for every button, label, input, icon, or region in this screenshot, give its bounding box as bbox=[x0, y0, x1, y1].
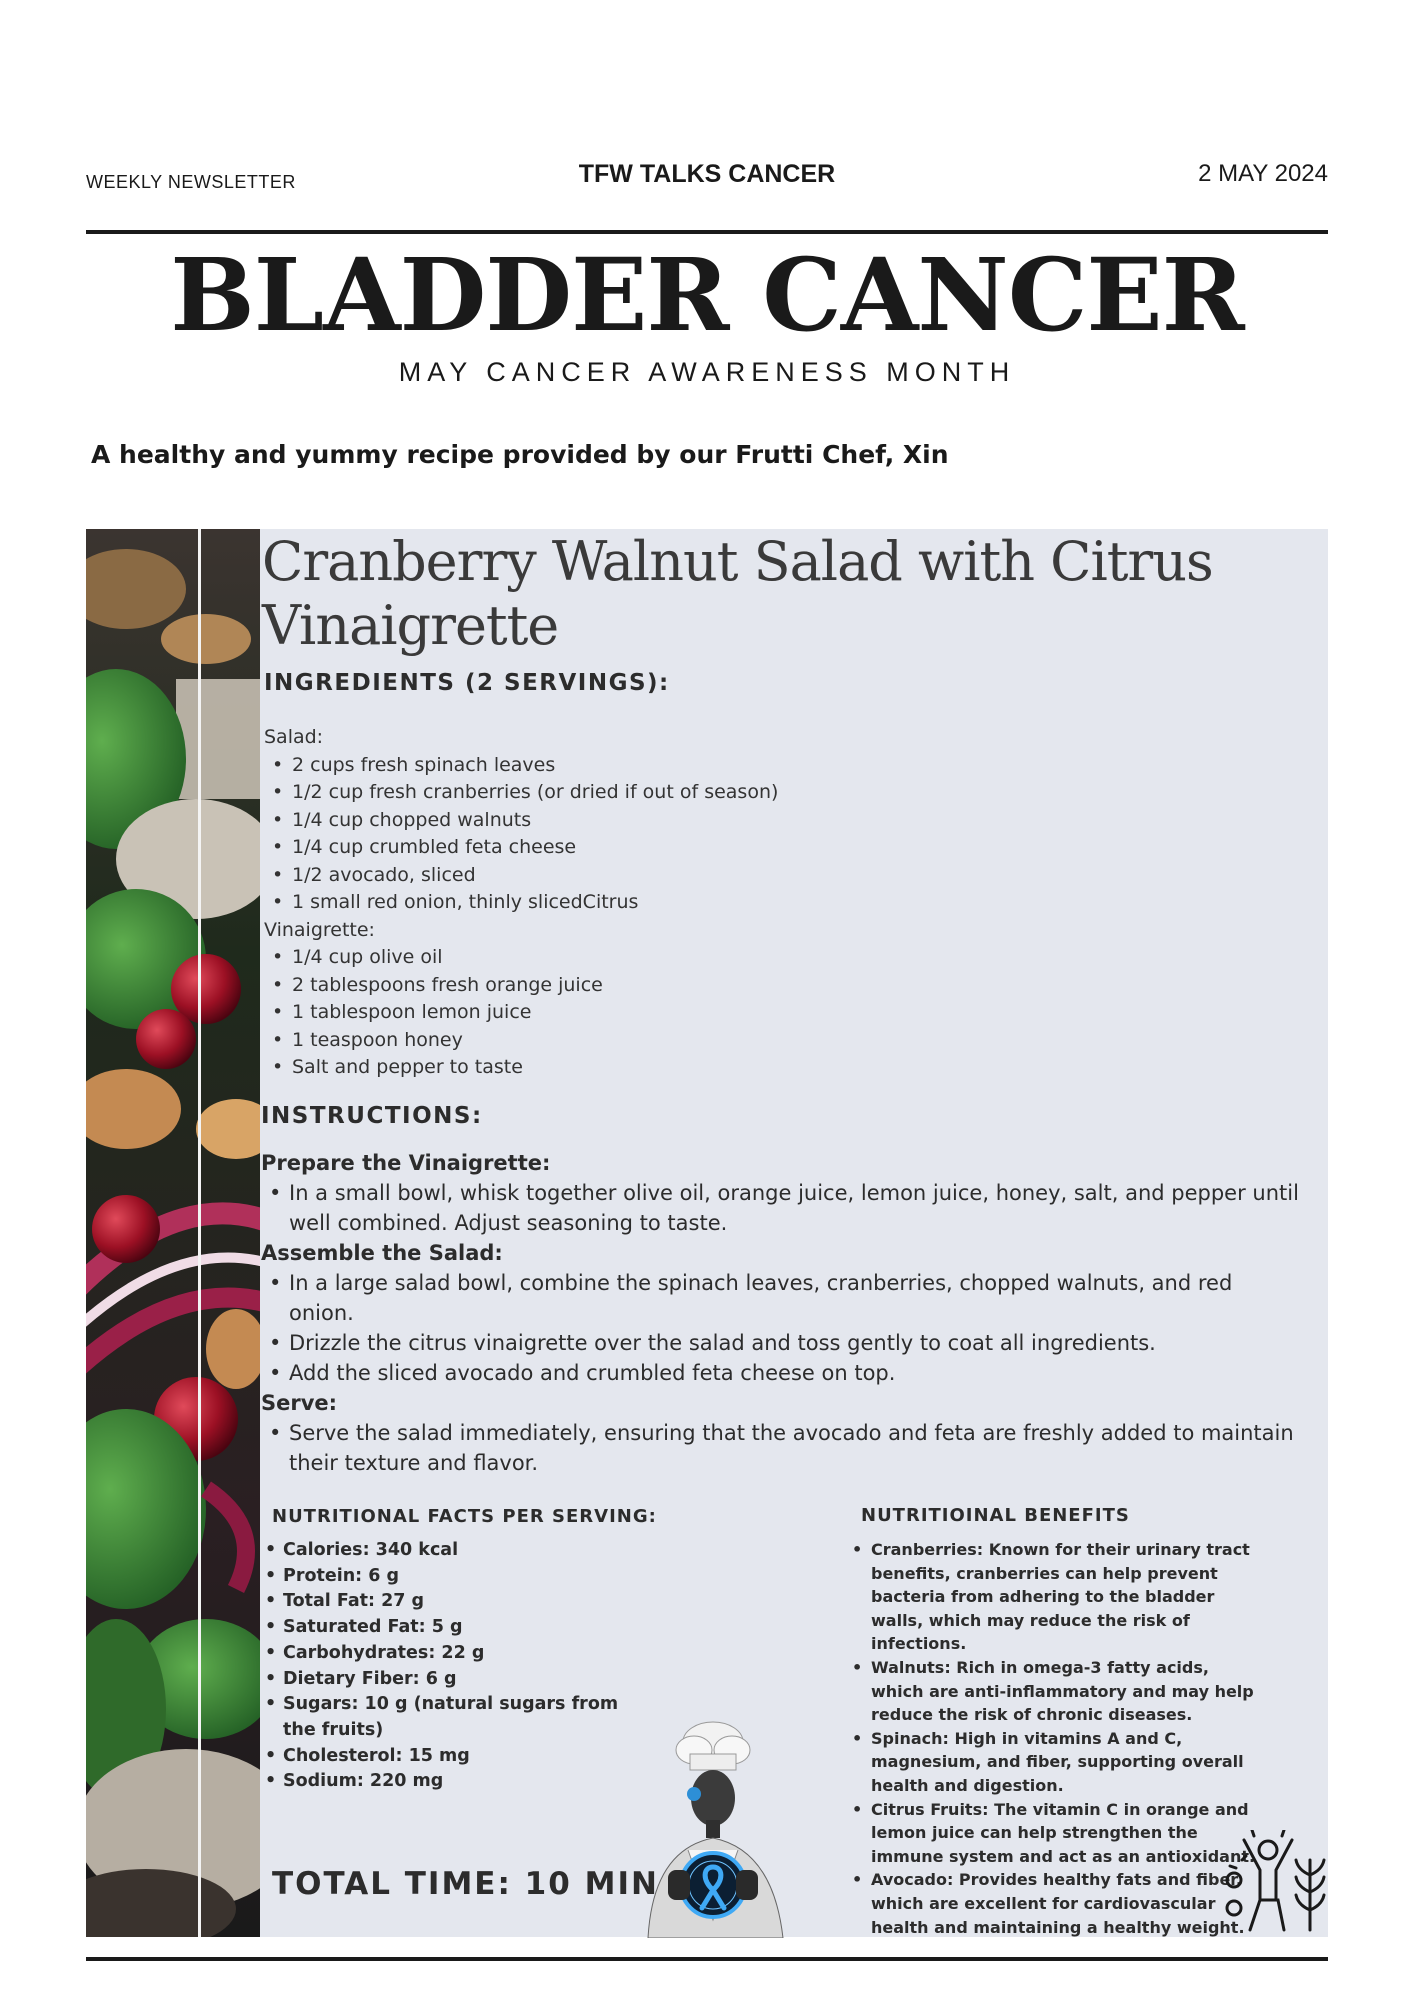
list-item: • Drizzle the citrus vinaigrette over the salad and toss gently to coat all ingredients. bbox=[261, 1328, 1301, 1358]
step-title: Serve: bbox=[261, 1391, 338, 1415]
chef-robot-icon bbox=[628, 1720, 813, 1938]
list-item: • Cranberries: Known for their urinary tract benefits, cranberries can help prevent bacteria from adhering to the bladder walls, which may reduce the risk of infections. bbox=[846, 1538, 1266, 1656]
step-items bbox=[261, 1178, 1301, 1238]
list-item: • Protein: 6 g bbox=[262, 1564, 662, 1590]
total-time: TOTAL TIME: 10 MIN bbox=[272, 1866, 659, 1902]
list-item: • Spinach: High in vitamins A and C, magnesium, and fiber, supporting overall health and digestion. bbox=[846, 1727, 1266, 1798]
ingredients-heading: INGREDIENTS (2 SERVINGS): bbox=[264, 670, 670, 696]
salad-photo bbox=[86, 529, 260, 1937]
instructions-heading: INSTRUCTIONS: bbox=[261, 1103, 483, 1129]
list-item: • Sodium: 220 mg bbox=[262, 1769, 662, 1795]
intro-line: A healthy and yummy recipe provided by our Frutti Chef, Xin bbox=[91, 440, 949, 469]
ingredients-list bbox=[264, 724, 964, 1082]
recipe-title-line-1: Cranberry Walnut Salad with Citrus bbox=[262, 530, 1213, 593]
instructions-body bbox=[261, 1148, 1301, 1478]
nutrition-benefits-list bbox=[846, 1538, 1266, 1939]
healthy-person-icon bbox=[1222, 1830, 1330, 1936]
step-title: Prepare the Vinaigrette: bbox=[261, 1151, 551, 1175]
list-item: • 1/4 cup chopped walnuts bbox=[264, 807, 964, 835]
list-item: • 2 cups fresh spinach leaves bbox=[264, 752, 964, 780]
list-item: • Carbohydrates: 22 g bbox=[262, 1641, 662, 1667]
issue-date: 2 MAY 2024 bbox=[1198, 160, 1328, 187]
salad-items bbox=[264, 752, 964, 917]
list-item: • Dietary Fiber: 6 g bbox=[262, 1667, 662, 1693]
list-item: • 1/4 cup olive oil bbox=[264, 944, 964, 972]
nutrition-benefits-heading: NUTRITIOINAL BENEFITS bbox=[861, 1505, 1130, 1526]
list-item: • Salt and pepper to taste bbox=[264, 1054, 964, 1082]
list-item: • Calories: 340 kcal bbox=[262, 1538, 662, 1564]
list-item: • Walnuts: Rich in omega-3 fatty acids, which are anti-inflammatory and may help reduce the risk of chronic diseases. bbox=[846, 1656, 1266, 1727]
list-item: • Citrus Fruits: The vitamin C in orange and lemon juice can help strengthen the immune system and act as an antioxidant. bbox=[846, 1798, 1266, 1869]
vinaigrette-label: Vinaigrette: bbox=[264, 918, 375, 941]
bottom-rule bbox=[86, 1957, 1328, 1961]
list-item: • Total Fat: 27 g bbox=[262, 1589, 662, 1615]
list-item: • In a small bowl, whisk together olive oil, orange juice, lemon juice, honey, salt, and pepper until well combined. Adjust seasoning to taste. bbox=[261, 1178, 1301, 1238]
list-item: • 1/2 avocado, sliced bbox=[264, 862, 964, 890]
list-item: • Cholesterol: 15 mg bbox=[262, 1744, 662, 1770]
list-item: • Saturated Fat: 5 g bbox=[262, 1615, 662, 1641]
step-title: Assemble the Salad: bbox=[261, 1241, 503, 1265]
photo-divider bbox=[198, 529, 201, 1937]
newsletter-label: WEEKLY NEWSLETTER bbox=[86, 172, 296, 192]
recipe-title-line-2: Vinaigrette bbox=[262, 594, 559, 657]
salad-label: Salad: bbox=[264, 726, 324, 748]
list-item: • Serve the salad immediately, ensuring that the avocado and feta are freshly added to maintain their texture and flavor. bbox=[261, 1418, 1301, 1478]
list-item: • 1 tablespoon lemon juice bbox=[264, 999, 964, 1027]
list-item: • 2 tablespoons fresh orange juice bbox=[264, 972, 964, 1000]
vinaigrette-items bbox=[264, 944, 964, 1082]
list-item: • Add the sliced avocado and crumbled feta cheese on top. bbox=[261, 1358, 1301, 1388]
list-item: • Sugars: 10 g (natural sugars from the fruits) bbox=[262, 1692, 653, 1743]
nutrition-facts-heading: NUTRITIONAL FACTS PER SERVING: bbox=[272, 1506, 657, 1527]
list-item: • Avocado: Provides healthy fats and fiber, which are excellent for cardiovascular health and maintaining a healthy weight. bbox=[846, 1868, 1266, 1939]
step-items bbox=[261, 1418, 1301, 1478]
list-item: • 1/2 cup fresh cranberries (or dried if out of season) bbox=[264, 779, 964, 807]
recipe-title bbox=[262, 530, 1312, 658]
nutrition-facts-list bbox=[262, 1538, 662, 1795]
page-subtitle: MAY CANCER AWARENESS MONTH bbox=[398, 357, 1016, 387]
list-item: • 1 small red onion, thinly slicedCitrus bbox=[264, 889, 964, 917]
page-title: BLADDER CANCER bbox=[170, 236, 1244, 354]
step-items bbox=[261, 1268, 1301, 1388]
top-rule bbox=[86, 230, 1328, 234]
list-item: • 1/4 cup crumbled feta cheese bbox=[264, 834, 964, 862]
list-item: • 1 teaspoon honey bbox=[264, 1027, 964, 1055]
list-item: • In a large salad bowl, combine the spinach leaves, cranberries, chopped walnuts, and red onion. bbox=[261, 1268, 1301, 1328]
publication-name: TFW TALKS CANCER bbox=[578, 160, 836, 188]
